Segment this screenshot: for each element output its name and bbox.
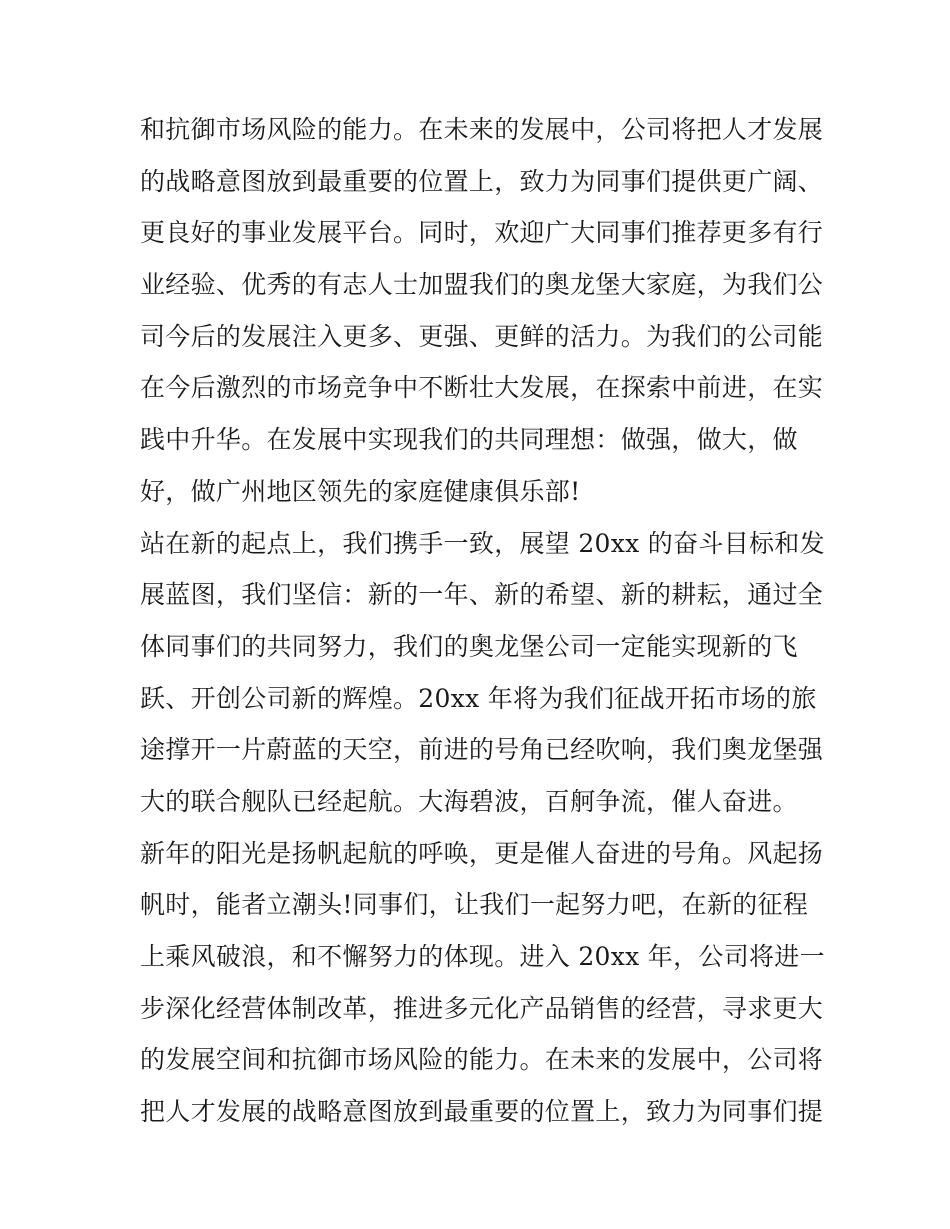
text-line: 上乘风破浪，和不懈努力的体现。进入 20xx 年，公司将进一 [140, 942, 825, 971]
text-line: 帆时，能者立潮头!同事们，让我们一起努力吧，在新的征程 [140, 890, 809, 920]
text-line: 大的联合舰队已经起航。大海碧波，百舸争流，催人奋进。 [140, 786, 798, 816]
text-line: 体同事们的共同努力，我们的奥龙堡公司一定能实现新的飞 [140, 631, 798, 661]
text-line: 途撑开一片蔚蓝的天空，前进的号角已经吹响，我们奥龙堡强 [140, 735, 824, 765]
text-line: 业经验、优秀的有志人士加盟我们的奥龙堡大家庭，为我们公 [140, 270, 824, 300]
text-line: 好，做广州地区领先的家庭健康俱乐部! [140, 476, 581, 506]
text-line: 在今后激烈的市场竞争中不断壮大发展，在探索中前进，在实 [140, 373, 824, 403]
text-line: 的发展空间和抗御市场风险的能力。在未来的发展中，公司将 [140, 1045, 824, 1075]
text-line: 的战略意图放到最重要的位置上，致力为同事们提供更广阔、 [140, 166, 824, 196]
text-line: 展蓝图，我们坚信：新的一年、新的希望、新的耕耘，通过全 [140, 580, 824, 610]
body-text [140, 104, 825, 1138]
text-line: 和抗御市场风险的能力。在未来的发展中，公司将把人才发展 [140, 115, 824, 144]
text-line: 步深化经营体制改革，推进多元化产品销售的经营，寻求更大 [140, 993, 824, 1023]
text-line: 践中升华。在发展中实现我们的共同理想：做强，做大，做 [140, 425, 798, 455]
text-line: 新年的阳光是扬帆起航的呼唤，更是催人奋进的号角。风起扬 [140, 838, 824, 868]
text-line: 更良好的事业发展平台。同时，欢迎广大同事们推荐更多有行 [140, 218, 824, 248]
text-line: 跃、开创公司新的辉煌。20xx 年将为我们征战开拓市场的旅 [140, 683, 817, 713]
text-line: 司今后的发展注入更多、更强、更鲜的活力。为我们的公司能 [140, 321, 824, 351]
text-line: 站在新的起点上，我们携手一致，展望 20xx 的奋斗目标和发 [140, 528, 825, 558]
text-line: 把人才发展的战略意图放到最重要的位置上，致力为同事们提 [140, 1097, 824, 1127]
